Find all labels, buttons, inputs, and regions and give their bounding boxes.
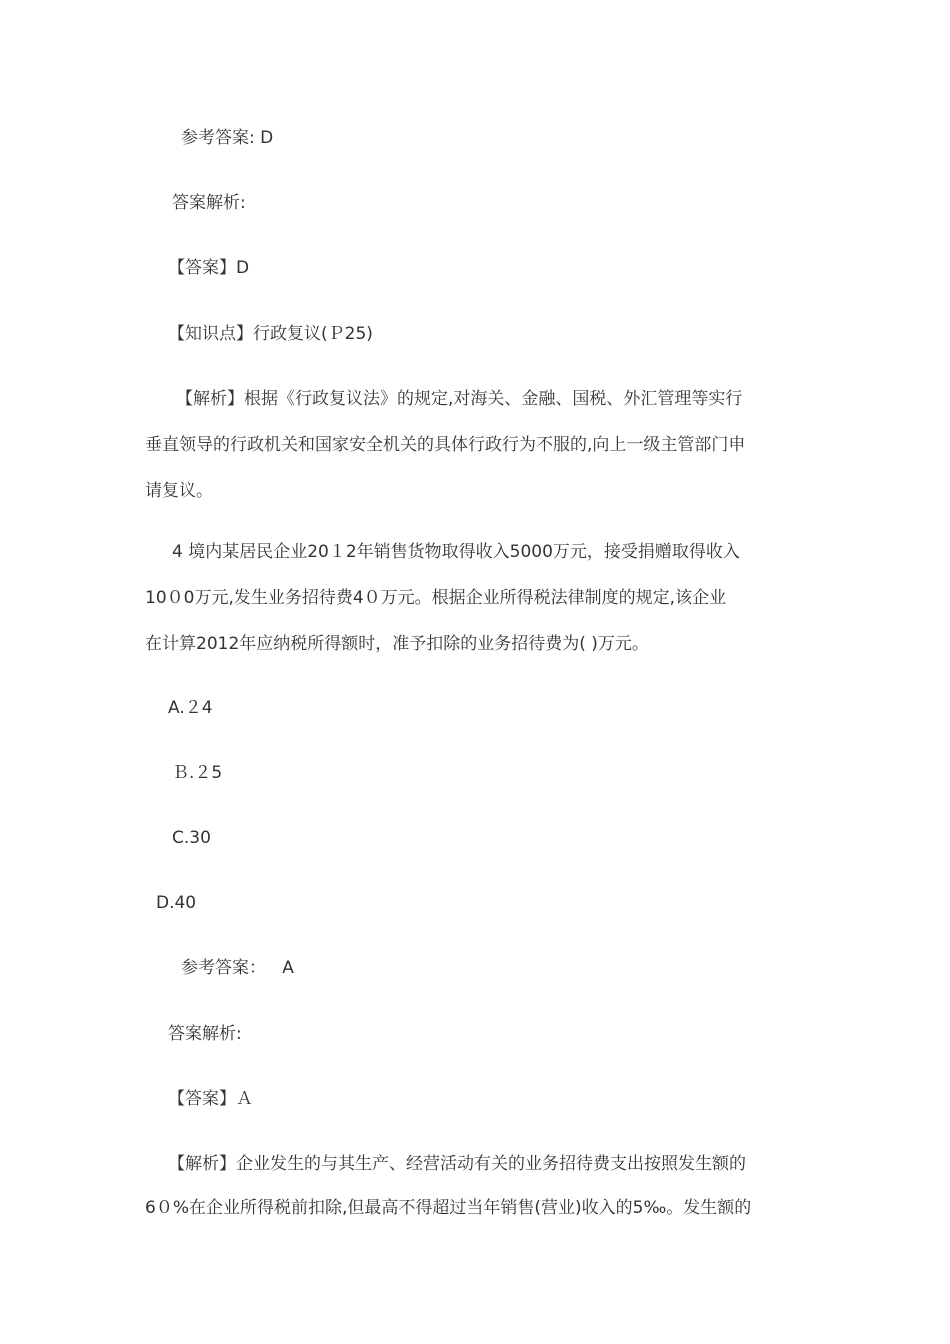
answer-analysis-label: 答案解析: [172,193,246,213]
analysis-line: 【解析】根据《行政复议法》的规定,对海关、金融、国税、外汇管理等实行 [176,389,743,409]
question-text: 4 境内某居民企业20１2年销售货物取得收入5000万元，接受捐赠取得收入 [172,542,740,562]
knowledge-point: 【知识点】行政复议(Ｐ25) [168,324,373,344]
option-c: C.30 [172,828,211,848]
reference-answer: 参考答案： A [181,958,294,978]
analysis-line: 6０%在企业所得税前扣除,但最高不得超过当年销售(营业)收入的5‰。发生额的 [145,1198,752,1218]
option-d: D.40 [156,893,197,913]
answer-tag: 【答案】Ａ [168,1089,253,1109]
answer-tag: 【答案】D [168,258,250,278]
option-a: A.２4 [168,698,213,718]
question-text: 在计算2012年应纳税所得额时，准予扣除的业务招待费为( )万元。 [145,634,649,654]
analysis-line: 【解析】企业发生的与其生产、经营活动有关的业务招待费支出按照发生额的 [168,1154,746,1174]
analysis-line: 垂直领导的行政机关和国家安全机关的具体行政行为不服的,向上一级主管部门申 [145,435,746,455]
reference-answer: 参考答案: D [181,128,274,148]
question-text: 10０0万元,发生业务招待费4０万元。根据企业所得税法律制度的规定,该企业 [145,588,727,608]
option-b: Ｂ.２5 [172,763,223,783]
answer-analysis-label: 答案解析: [168,1024,242,1044]
analysis-line: 请复议。 [145,481,213,501]
